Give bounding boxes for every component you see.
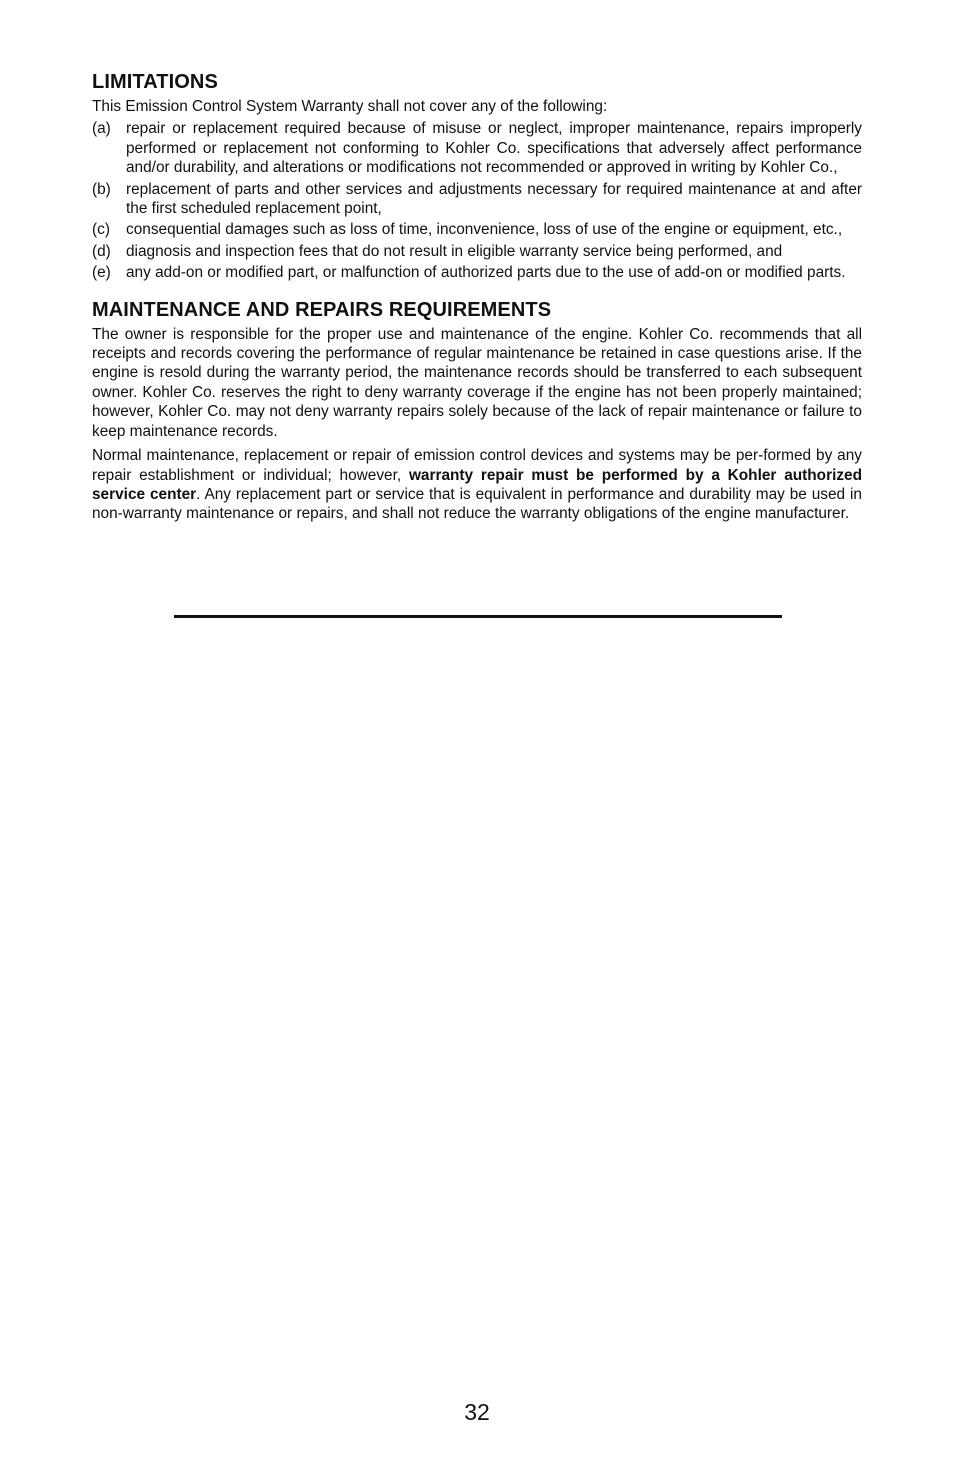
list-marker: (b) xyxy=(92,180,111,198)
page-number: 32 xyxy=(464,1399,490,1425)
paragraph-text: Normal maintenance, replacement or repair of emission control devices and systems may be per-formed by any repair establishment or individual; however, xyxy=(92,447,862,484)
limitations-heading: LIMITATIONS xyxy=(92,71,218,93)
maintenance-heading: MAINTENANCE AND REPAIRS REQUIREMENTS xyxy=(92,298,552,321)
document-page xyxy=(92,70,862,524)
limitations-intro: This Emission Control System Warranty shall not cover any of the following: xyxy=(92,98,608,115)
list-item xyxy=(92,263,862,282)
list-item-text: repair or replacement required because of misuse or neglect, improper maintenance, repairs improperly performed or replacement not conforming to Kohler Co. specifications that adversely affect performance and/or durability, and alterations or modifications not recommended or approved in writing by Kohler Co., xyxy=(126,120,862,177)
list-marker: (e) xyxy=(92,264,111,282)
maintenance-paragraph-2 xyxy=(92,446,862,524)
bold-emphasis: warranty repair must be performed by a Kohler authorized service center xyxy=(92,466,863,503)
section-divider xyxy=(174,615,782,618)
list-item xyxy=(92,119,862,177)
list-item xyxy=(92,242,862,261)
paragraph-text: . Any replacement part or service that is equivalent in performance and durability may be used in non-warranty maintenance or repairs, and shall not reduce the warranty obligations of the engine manufacturer. xyxy=(92,485,862,523)
list-item-text: any add-on or modified part, or malfunction of authorized parts due to the use of add-on or modified parts. xyxy=(126,264,846,282)
list-marker: (c) xyxy=(92,221,110,239)
list-item-text: consequential damages such as loss of time, inconvenience, loss of use of the engine or equipment, etc., xyxy=(126,221,843,239)
list-item-text: replacement of parts and other services and adjustments necessary for required maintenance at and after the first scheduled replacement point, xyxy=(126,180,862,218)
maintenance-paragraph-1: The owner is responsible for the proper use and maintenance of the engine. Kohler Co. recommends that all receipts and records covering the performance of regular maintenance be retained in case questions arise. If the engine is resold during the warranty period, the maintenance records should be transferred to each subsequent owner. Kohler Co. reserves the right to deny warranty coverage if the engine has not been properly maintained; however, Kohler Co. may not deny warranty repairs solely because of the lack of repair maintenance or failure to keep maintenance records. xyxy=(92,325,862,440)
limitations-list xyxy=(92,119,862,282)
list-item-text: diagnosis and inspection fees that do not result in eligible warranty service being performed, and xyxy=(126,242,783,260)
list-item xyxy=(92,180,862,219)
list-marker: (d) xyxy=(92,242,111,260)
list-item xyxy=(92,220,862,239)
list-marker: (a) xyxy=(92,120,111,138)
